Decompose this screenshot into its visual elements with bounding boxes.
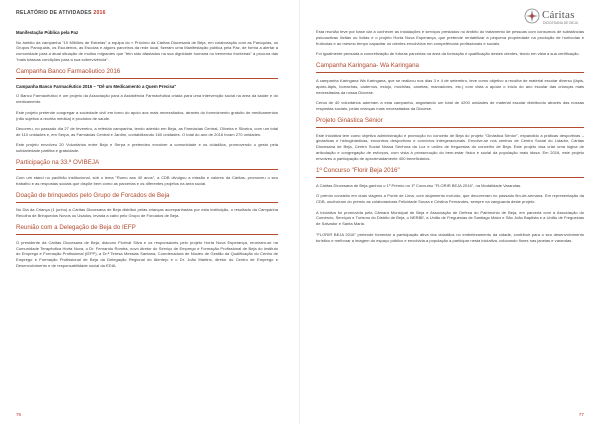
section-rule xyxy=(316,72,584,73)
right-page xyxy=(300,0,600,424)
body-paragraph: A Cáritas Diocesana de Beja ganhou o 1º Prémio no 1º Concurso "FLORIR BEJA 2016", na Modalidade Varandas. xyxy=(316,182,522,188)
right-column xyxy=(316,29,584,248)
body-paragraph: Este projeto envolveu 20 Voluntários entre Beja e Serpa e pretendeu envolver a comunidade e os cidadãos, promovendo o gesto pela solidariedade partilha e gratuidade. xyxy=(16,142,278,154)
body-paragraph: Este iniciativa tem como objetivo administração e promoção no conceito de Beja do projeto "Ginástica Sénior", expandido a práticas desportivas – ginásticas e hidroginásticas, encontros desportivos e convívios intergeracionais. Envolve-se nos centros de Centro Social do Lidador, Cáritas Diocesana de Beja, Centro Social Nossa Senhora da Luz e unões de freguesias do concelho de Beja. Este projeto visa criar uma lógica de articulação e congregação de esforços, com vista à prossecução do bem-estar físico e social da população mais idosa. Em 2016, este projeto envolveu a participação de aproximadamente 400 beneficiários. xyxy=(316,132,584,162)
section-heading: Reunião com a Delegação de Beja do IEFP xyxy=(16,224,136,232)
body-paragraph: A iniciativa foi promovida pela Câmara Municipal de Beja e Associação de Defesa do Património de Beja, em parceria com a Associação do Comércio, Serviços e Turismo do Distrito de Beja, o NERBE, a União de Freguesias de Santiago Maior e São João Baptista e a União de Freguesias de Salvador e Santa Maria. xyxy=(316,209,584,227)
report-year: 2016 xyxy=(93,10,106,16)
section-heading: Projeto Ginástica Sénior xyxy=(316,116,383,124)
section-heading: Campanha Banco Farmacêutico 2016 xyxy=(16,68,121,76)
section-rule xyxy=(16,234,278,235)
sub-heading: Campanha Banco Farmacêutico 2016 – "Dê um Medicamento a Quem Precisa" xyxy=(16,83,177,89)
report-title xyxy=(16,10,106,16)
section-rule xyxy=(16,202,278,203)
report-title-text: RELATÓRIO DE ATIVIDADES xyxy=(16,10,92,16)
section-rule xyxy=(316,177,584,178)
section-rule xyxy=(316,127,584,128)
logo-subtitle: DIOCESANA DE BEJA xyxy=(543,21,578,25)
section-heading: Campanha Karingana- Wa Karingana xyxy=(316,62,419,70)
left-column xyxy=(16,30,278,274)
section-heading: 1º Concurso "Florir Beja 2016" xyxy=(316,167,400,175)
body-paragraph: O presidente da Cáritas Diocesana de Beja, diácono Florival Silva e os responsáveis pelo projeto Horta Nova Esperança, reuniram-se na Comunidade Terapêutica Horta Nova, o Dr. Fernando Romba, novo diretor do Serviço de Emprego e Formação Profissional de Beja do Instituto do Emprego e Formação Profissional (IEFP), a Dr.ª Teresa Messias Santana, Coordenadora de Núcleo de Gestão da Qualificação do Centro de Emprego e Formação Profissional de Beja da Delegação Regional do Alentejo e o Dr. João Martins, diretor do Centro de Emprego e Desenvolvimento e de responsabilidade social da EDIA. xyxy=(16,239,278,269)
sub-heading: Manifestação Pública pela Paz xyxy=(16,30,79,35)
caritas-emblem-icon xyxy=(524,8,540,24)
section-rule xyxy=(16,78,278,79)
body-paragraph: "FLORIR BEJA 2016" pretende fomentar a participação ativa dos cidadãos no embelezamento da cidade, contribuir para o seu desenvolvimento turístico e melhorar a imagem do espaço público e envolvida a população a participar nesta iniciativa, colocando flores nas janelas e varandas. xyxy=(316,231,584,243)
section-rule xyxy=(16,169,278,170)
body-paragraph: Decorreu, no passado dia 27 de fevereiro, a referida campanha, tendo aderido em Beja, as Farmácias Central, Oliveira e Silveira, com um total de 110 unidades e, em Serpa, as Farmácias Central e Jardim, contabilizando 160 unidades. O total do ano de 2016 foram 270 unidades. xyxy=(16,126,278,137)
body-paragraph: Este projeto pretende congregar a sociedade civil em torno do apoio aos mais necessitados, através do fornecimento gratuito de medicamentos (não sujeitos a receita médica) e produtos de saúde. xyxy=(16,109,278,121)
body-paragraph: Com um stand no pavilhão institucional, sob o lema "Rumo aos 40 anos", a CDB divulgou a missão e valores da Cáritas, promoveu o seu trabalho e as respostas sociais que dispõe bem como as parcerias e os diferentes projetos na área social. xyxy=(16,174,278,186)
section-heading: Participação na 33.ª OVIBEJA xyxy=(16,159,100,167)
page-number-right: 77 xyxy=(578,412,584,417)
section-heading: Doação de brinquedos pelo Grupo de Forcados de Beja xyxy=(16,191,170,199)
body-paragraph: No Dia da Criança (1 junho) a Cáritas Diocesana de Beja distribui pelas crianças acompanhadas por esta instituição, o resultado da Campanha Recolha de Brinquedos Novos ou Usados, levada a cabo pelo Grupo de Forcados de Beja. xyxy=(16,207,278,219)
body-paragraph: O prémio consistiu em duas viagens a Ponte de Lima, com alojamento incluído, que decorreram no passado fim-de-semana. Em representação da CDB, usufruíram do prémio as colaboradoras Felicidade Souza e Cristina Fernandes, sempre na vanguarda deste projeto. xyxy=(316,193,584,205)
body-paragraph: Cerca de 40 voluntários aderiram a esta campanha, angariando um total de 4200 unidades de material escolar distribuído através das nossas respostas sociais, pelas crianças mais necessitadas da Diocese. xyxy=(316,100,584,112)
body-paragraph: No âmbito da campanha "10 Milhões de Estrelas" a equipa do « Próximo da Cáritas Diocesana de Beja, em colaboração com as Paróquias, os Grupos Paroquiais, os Escuteiros, as Escolas e alguns parceiros da rede local, fizeram uma Manifestação pública pela Paz, de forma a alertar a comunidade para a atual situação de muitos migrantes que "têm sido afastados na sua dignidade humana no tremenso fronteiras" à procura das "mais básicas condições para a sua sobrevivência". xyxy=(16,39,278,63)
caritas-logo xyxy=(524,6,586,28)
body-paragraph: O Banco Farmacêutico é um projeto da Associação para a Assistência Farmacêutica criada para uma intervenção social na área da saúde e do medicamento. xyxy=(16,93,278,105)
page-number-left: 76 xyxy=(16,412,22,417)
body-paragraph: A campanha Karingana Wa Karingana, que se realizou nos dias 3 e 4 de setembro, teve como objetivo a recolha de material escolar diverso (lápis, aparo-lápis, borrachas, cadernos, estojo, mochilas, canetas, marcadores, etc.) com vista a apoiar o início do ano escolar das crianças mais necessitadas da nossa Diocese. xyxy=(316,77,584,95)
logo-wordmark: Cáritas xyxy=(542,9,575,21)
body-paragraph: Esta reunião teve por base dar a conhecer as instalações e serviços prestados no âmbito do tratamento de pessoas com consumos de substâncias psicoactivas ilícitas ou lícitas e o projeto Horta Nova Esperança, que pretende rentabilizar a pequena propriedade na produção de hortícolas e frutícolas e ao mesmo tempo capacitar os utentes envolvidos em competências profissionais e sociais. xyxy=(316,29,584,46)
body-paragraph: Foi igualmente pensada a concretização de futuras parcerias na área da formação e qualificação destes utentes, tendo em vista a sua certificação. xyxy=(316,51,580,57)
